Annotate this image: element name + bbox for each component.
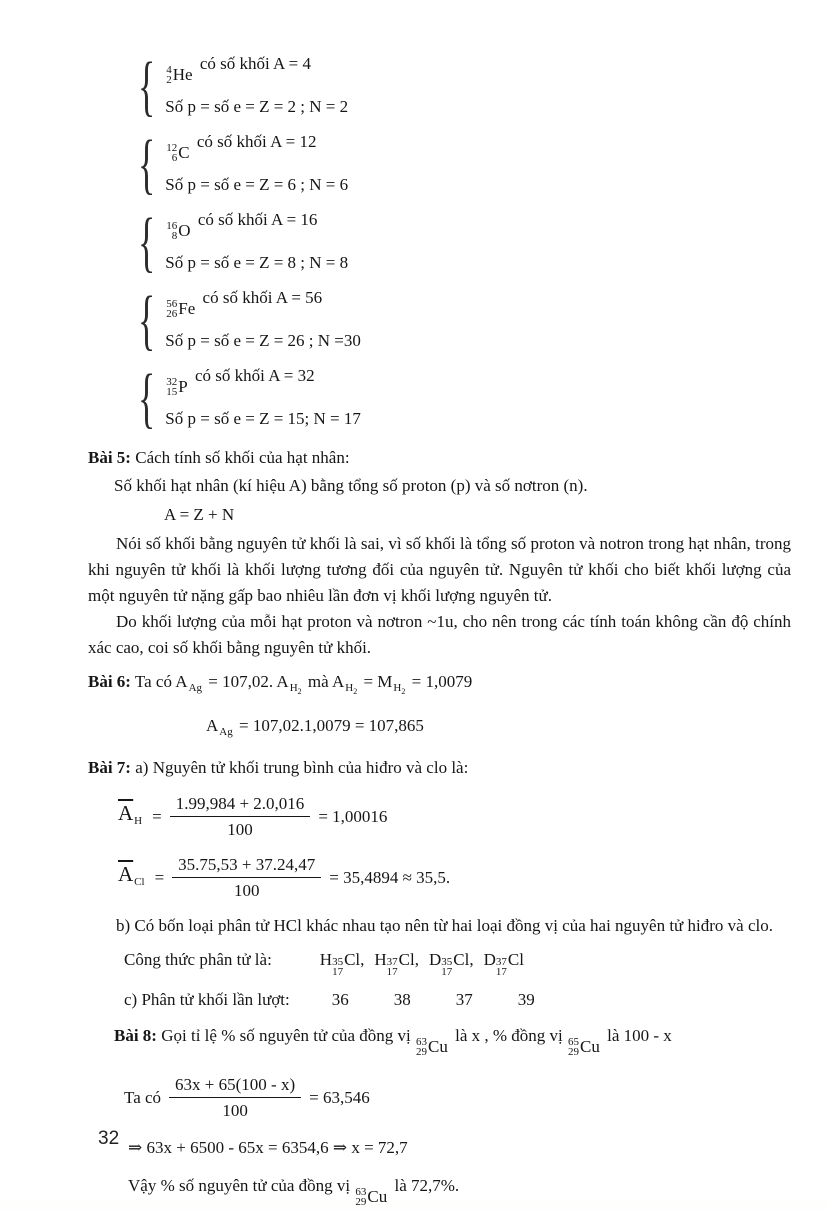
mass-number: 4: [166, 64, 172, 76]
atomic-number: 29: [355, 1196, 367, 1209]
chem-pre: D: [428, 950, 442, 970]
page-number: 32: [98, 1128, 120, 1149]
isotope-lines: [165, 48, 348, 123]
bai7-intro: a) Nguyên tử khối trung bình của hiđro và clo là:: [130, 758, 469, 778]
atomic-number: 26: [166, 308, 178, 320]
mass-value: 37: [455, 990, 473, 1010]
fraction: [170, 791, 311, 842]
bai5-line1: Số khối hạt nhân (kí hiệu A) bằng tổng số proton (p) và số nơtron (n).: [114, 476, 588, 495]
bai5-formula: A = Z + N: [164, 505, 235, 524]
element-symbol: C: [178, 143, 190, 162]
fraction-denominator: 100: [172, 877, 321, 903]
atomic-number: 15: [166, 386, 178, 398]
mass-number: 56: [166, 298, 178, 310]
avg-a-cl: [118, 862, 147, 894]
atomic-number: 17: [332, 966, 344, 979]
bai7-equation-cl: [118, 852, 791, 903]
bai8-seg3: là 100 - x: [602, 1026, 672, 1046]
mass-number: 32: [166, 376, 178, 388]
nuclide-numbers: [332, 957, 343, 977]
chem-pre: H: [319, 950, 333, 970]
left-brace-icon: {: [138, 204, 156, 279]
isotope-lines: [165, 282, 361, 357]
isotope-groups: [138, 46, 791, 435]
sub-h2: [289, 682, 302, 697]
mass-value: 38: [393, 990, 411, 1010]
atomic-number: 6: [171, 152, 178, 164]
sub-h: H: [345, 682, 354, 694]
chem-formulas: [319, 950, 534, 979]
element-symbol: Cu: [367, 1187, 388, 1207]
chem-formula: [483, 950, 524, 979]
mass-value: 39: [517, 990, 535, 1010]
atomic-number: 29: [568, 1046, 580, 1059]
nuclide-numbers: [166, 377, 177, 397]
bai8-label: Bài 8:: [114, 1026, 157, 1046]
nuclide-cu-65: [568, 1034, 600, 1060]
bai7-formula-line: [124, 947, 791, 977]
nuclide-numbers: [166, 65, 172, 85]
isotope-line-2: Số p = số e = Z = 6 ; N = 6: [165, 175, 349, 194]
bai7-paragraph-b: b) Có bốn loại phân tử HCl khác nhau tạo nên từ hai loại đồng vị của hai nguyên tử hiđro và clo.: [116, 916, 773, 936]
mass-values: [332, 987, 580, 1013]
mass-number: 35: [332, 956, 344, 969]
isotope-text: có số khối A = 32: [190, 366, 315, 385]
bai6-result-value: = 107,02.1,0079 = 107,865: [234, 716, 424, 736]
formula-label: Công thức phân tử là:: [124, 950, 272, 970]
nuclide-numbers: [568, 1037, 579, 1057]
bai5-paragraph-2: Do khối lượng của mỗi hạt proton và nơtron ~1u, cho nên trong các tính toán không cần độ chính xác cao, coi số khối bằng nguyên tử khối.: [88, 612, 791, 657]
nuclide-c: [166, 137, 189, 169]
left-brace-icon: {: [138, 126, 156, 201]
bai6-header: [88, 669, 791, 705]
bai6-result-a: A: [206, 716, 219, 736]
isotope-line-2: Số p = số e = Z = 2 ; N = 2: [165, 97, 349, 116]
mass-label: c) Phân tử khối lần lượt:: [124, 990, 290, 1010]
sub-h2: [393, 682, 406, 697]
sub-2: 2: [401, 687, 406, 697]
equals-sign: =: [154, 867, 165, 887]
fraction-denominator: 100: [170, 816, 311, 842]
mass-number: 63: [355, 1186, 367, 1199]
bai6-label: Bài 6:: [88, 672, 131, 691]
bai8-seg2: là x , % đồng vị: [450, 1026, 568, 1046]
chem-pre: D: [483, 950, 496, 970]
bai8-taco: Ta có: [124, 1087, 162, 1107]
sub-ag: Ag: [188, 682, 203, 694]
fraction-denominator: 100: [169, 1097, 301, 1123]
fraction-numerator: 1.99,984 + 2.0,016: [175, 794, 305, 814]
atomic-number: 29: [416, 1046, 428, 1059]
nuclide-cu-63: [416, 1034, 448, 1060]
bai8-conclusion: [128, 1173, 791, 1210]
isotope-group-p: [138, 360, 791, 435]
isotope-line-2: Số p = số e = Z = 26 ; N =30: [165, 331, 361, 350]
equals-sign: =: [152, 806, 162, 826]
bai8-concl-seg1: Vậy % số nguyên tử của đồng vị: [128, 1176, 355, 1196]
separator: ,: [414, 950, 419, 970]
atomic-number: 17: [495, 966, 507, 979]
separator: ,: [360, 950, 365, 970]
element-symbol: O: [178, 221, 191, 240]
bai6-seg4: = M: [359, 672, 393, 691]
equation-result: = 1,00016: [318, 806, 388, 826]
isotope-line-1: [165, 48, 348, 91]
mass-number: 12: [166, 142, 178, 154]
nuclide-o: [166, 215, 190, 247]
element-symbol: Fe: [178, 299, 196, 318]
chem-post: Cl: [344, 950, 361, 970]
left-brace-icon: {: [138, 360, 156, 435]
atomic-number: 17: [386, 966, 398, 979]
fraction: [172, 852, 321, 903]
nuclide-p: [166, 371, 187, 403]
sub-ag: Ag: [219, 726, 233, 739]
isotope-text: có số khối A = 16: [193, 210, 318, 229]
isotope-group-o: [138, 204, 791, 279]
isotope-group-c: [138, 126, 791, 201]
isotope-group-he: [138, 48, 791, 123]
sub-2: 2: [353, 687, 358, 697]
isotope-line-2: Số p = số e = Z = 8 ; N = 8: [165, 253, 349, 272]
bai6-seg3: mà A: [303, 672, 345, 691]
a-overline: $\overline{A}$: [118, 800, 134, 825]
chem-formula: [374, 950, 419, 979]
a-overline: $\overline{A}$: [118, 861, 134, 886]
nuclide-numbers: [166, 143, 177, 163]
avg-a-h: [118, 801, 144, 833]
isotope-line-2: Số p = số e = Z = 15; N = 17: [165, 409, 361, 428]
atomic-number: 17: [441, 966, 453, 979]
isotope-lines: [165, 204, 348, 279]
bai6-seg2: = 107,02. A: [204, 672, 289, 691]
chem-formula: [319, 950, 365, 979]
bai8-concl-seg2: là 72,7%.: [390, 1176, 460, 1196]
bai7-header: [88, 755, 791, 781]
nuclide-numbers: [166, 221, 177, 241]
isotope-line-1: [165, 126, 348, 169]
atomic-number: 2: [166, 74, 172, 86]
mass-number: 37: [386, 956, 398, 969]
mass-number: 16: [166, 220, 178, 232]
bai6-seg1: Ta có A: [130, 672, 188, 691]
nuclide-numbers: [496, 957, 507, 977]
bai7-mass-line: [124, 987, 791, 1013]
chem-post: Cl: [507, 950, 524, 970]
fraction-numerator: 63x + 65(100 - x): [175, 1075, 296, 1095]
atomic-number: 8: [171, 230, 178, 242]
isotope-group-fe: [138, 282, 791, 357]
isotope-lines: [165, 126, 348, 201]
nuclide-fe: [166, 293, 195, 325]
isotope-text: có số khối A = 4: [195, 54, 311, 73]
fraction-numerator: 35.75,53 + 37.24,47: [178, 855, 316, 875]
sub-2: 2: [297, 687, 302, 697]
left-brace-icon: {: [138, 282, 156, 357]
bai5-title: Cách tính số khối của hạt nhân:: [130, 448, 350, 467]
mass-number: 65: [568, 1036, 580, 1049]
bai8-seg1: Gọi tỉ lệ % số nguyên tử của đồng vị: [156, 1026, 416, 1046]
equation-result: = 35,4894 ≈ 35,5.: [329, 867, 451, 887]
equation-result: = 63,546: [309, 1087, 370, 1107]
nuclide-cu-63: [355, 1184, 387, 1210]
isotope-text: có số khối A = 12: [192, 132, 317, 151]
bai6-seg5: = 1,0079: [407, 672, 473, 691]
mass-value: 36: [331, 990, 349, 1010]
nuclide-numbers: [441, 957, 452, 977]
sub-h: H: [289, 682, 298, 694]
chem-post: Cl: [398, 950, 415, 970]
left-brace-icon: {: [138, 48, 156, 123]
bai5-label: Bài 5:: [88, 448, 131, 467]
chem-formula: [428, 950, 474, 979]
nuclide-numbers: [166, 299, 177, 319]
nuclide-numbers: [416, 1037, 427, 1057]
sub-h: H: [393, 682, 402, 694]
isotope-text: có số khối A = 56: [198, 288, 323, 307]
nuclide-numbers: [355, 1187, 366, 1207]
element-symbol: Cu: [428, 1037, 448, 1057]
bai5-header: [88, 445, 791, 471]
nuclide-numbers: [387, 957, 398, 977]
nuclide-he: [166, 59, 192, 91]
sub-cl: Cl: [134, 875, 145, 888]
isotope-line-1: [165, 204, 348, 247]
fraction: [169, 1072, 301, 1123]
element-symbol: P: [178, 377, 188, 396]
bai6-result: [206, 713, 791, 745]
isotope-line-1: [165, 282, 361, 325]
sub-h: H: [134, 814, 143, 827]
mass-number: 35: [441, 956, 453, 969]
bai8-equation: [124, 1072, 791, 1123]
isotope-lines: [165, 360, 361, 435]
isotope-line-1: [165, 360, 361, 403]
bai8-derivation: ⇒ 63x + 6500 - 65x = 6354,6 ⇒ x = 72,7: [128, 1138, 408, 1158]
mass-number: 37: [495, 956, 507, 969]
bai5-paragraph-1: Nói số khối bằng nguyên tử khối là sai, vì số khối là tổng số proton và notron trong hạt nhân, trong khi nguyên tử khối là khối lượng tương đối của nguyên tử. Nguyên tử khối cho biết khối lượng của một nguyên tử nặng gấp bao nhiêu lần đơn vị khối lượng nguyên tử.: [88, 534, 791, 605]
sub-h2: [345, 682, 358, 697]
mass-number: 63: [416, 1036, 428, 1049]
bai8-header: [114, 1023, 791, 1060]
element-symbol: He: [172, 65, 193, 84]
element-symbol: Cu: [580, 1037, 600, 1057]
separator: ,: [469, 950, 474, 970]
chem-pre: H: [374, 950, 387, 970]
bai7-label: Bài 7:: [88, 758, 131, 778]
chem-post: Cl: [453, 950, 470, 970]
bai7-equation-h: [118, 791, 791, 842]
